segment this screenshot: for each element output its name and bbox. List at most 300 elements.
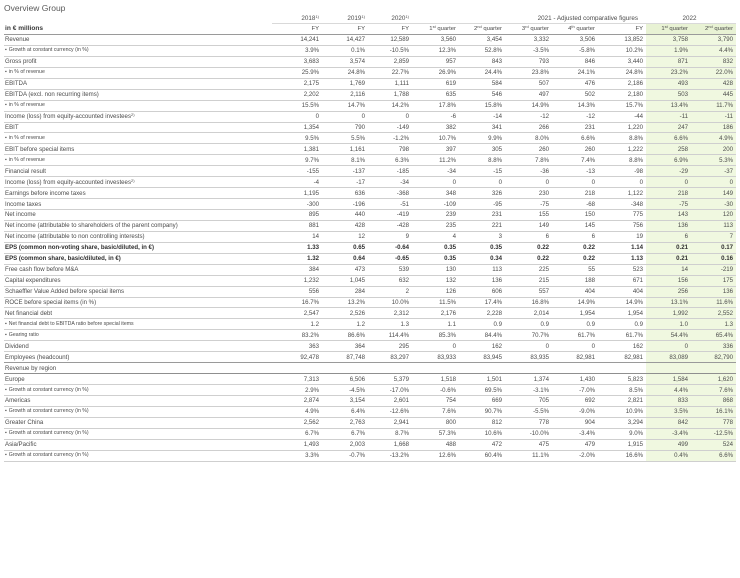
row-value-3: 0.35 <box>412 253 459 264</box>
row-value-3: -6 <box>412 111 459 122</box>
row-value-4 <box>459 363 505 374</box>
row-value-2: 539 <box>368 264 412 275</box>
row-value-7: 9.0% <box>598 428 646 439</box>
row-value-0: 1,493 <box>272 439 322 450</box>
row-value-7: 2,186 <box>598 78 646 89</box>
row-value-1: 1.2 <box>322 319 368 330</box>
row-value-4: 0.35 <box>459 242 505 253</box>
row-value-0: 895 <box>272 210 322 221</box>
row-value-4: 113 <box>459 264 505 275</box>
table-row <box>4 396 736 407</box>
row-label: Income (loss) from equity-accounted investees$^{2)}$ <box>4 111 272 122</box>
row-label: Greater China <box>4 417 272 428</box>
row-value-2: 1,788 <box>368 89 412 100</box>
period-header-6: 4th quarter <box>552 24 598 35</box>
row-value-8: 13.1% <box>646 297 691 308</box>
table-row <box>4 35 736 46</box>
row-value-6: 188 <box>552 275 598 286</box>
row-label: ▪ Growth at constant currency (in %) <box>4 45 272 56</box>
row-value-4: 3,454 <box>459 35 505 46</box>
table-row <box>4 199 736 210</box>
row-value-5: 0.9 <box>505 319 552 330</box>
row-value-9: 7.6% <box>691 385 736 396</box>
row-label: ▪ Net financial debt to EBITDA ratio before special items <box>4 319 272 330</box>
row-value-5: 155 <box>505 210 552 221</box>
row-value-3: 488 <box>412 439 459 450</box>
row-value-9 <box>691 363 736 374</box>
row-value-2: -12.6% <box>368 406 412 417</box>
row-value-4: 10.6% <box>459 428 505 439</box>
row-value-4: 584 <box>459 78 505 89</box>
row-value-4: 606 <box>459 286 505 297</box>
row-value-4: 69.5% <box>459 385 505 396</box>
row-value-0: 14,241 <box>272 35 322 46</box>
row-value-4: 326 <box>459 188 505 199</box>
row-value-5: 3,332 <box>505 35 552 46</box>
row-value-7: 19 <box>598 231 646 242</box>
row-value-8: -11 <box>646 111 691 122</box>
row-value-7: 1,122 <box>598 188 646 199</box>
table-row <box>4 67 736 78</box>
row-value-9: 524 <box>691 439 736 450</box>
row-value-9: 149 <box>691 188 736 199</box>
table-row <box>4 78 736 89</box>
row-value-9: 82,790 <box>691 352 736 363</box>
row-value-1: 1,045 <box>322 275 368 286</box>
row-value-6: -68 <box>552 199 598 210</box>
row-value-9: 11.7% <box>691 100 736 111</box>
row-value-8: 23.2% <box>646 67 691 78</box>
period-header-2: FY <box>368 24 412 35</box>
row-value-9: 136 <box>691 286 736 297</box>
row-value-7: 10.9% <box>598 406 646 417</box>
row-value-0: 9.5% <box>272 133 322 144</box>
row-value-3: 3,560 <box>412 35 459 46</box>
row-value-2: -368 <box>368 188 412 199</box>
row-value-9: 868 <box>691 396 736 407</box>
row-value-0: -4 <box>272 177 322 188</box>
row-value-7: 16.6% <box>598 450 646 461</box>
row-value-3: 85.3% <box>412 330 459 341</box>
table-row <box>4 144 736 155</box>
row-value-0: 6.7% <box>272 428 322 439</box>
row-value-6: 24.1% <box>552 67 598 78</box>
row-value-9: 120 <box>691 210 736 221</box>
row-value-0: 1,354 <box>272 122 322 133</box>
row-value-1: 473 <box>322 264 368 275</box>
row-value-0: 9.7% <box>272 155 322 166</box>
row-value-0: 0 <box>272 111 322 122</box>
row-value-4: 812 <box>459 417 505 428</box>
row-value-2: -185 <box>368 166 412 177</box>
table-row <box>4 308 736 319</box>
row-value-7: -98 <box>598 166 646 177</box>
row-value-4: 305 <box>459 144 505 155</box>
row-value-0: 15.5% <box>272 100 322 111</box>
row-value-6: 404 <box>552 286 598 297</box>
row-value-7: 5,823 <box>598 374 646 385</box>
row-value-0: 1,232 <box>272 275 322 286</box>
row-value-7: 1.13 <box>598 253 646 264</box>
row-value-6: 0 <box>552 177 598 188</box>
row-value-9: 1.3 <box>691 319 736 330</box>
row-value-8: -75 <box>646 199 691 210</box>
table-row <box>4 385 736 396</box>
row-value-2: -51 <box>368 199 412 210</box>
row-value-9: 445 <box>691 89 736 100</box>
table-row <box>4 319 736 330</box>
table-row <box>4 406 736 417</box>
table-row <box>4 450 736 461</box>
row-value-7: 404 <box>598 286 646 297</box>
row-value-8: 6 <box>646 231 691 242</box>
row-value-6: -12 <box>552 111 598 122</box>
row-value-3: 12.3% <box>412 45 459 56</box>
row-value-6: 14.3% <box>552 100 598 111</box>
row-value-8: 503 <box>646 89 691 100</box>
row-value-5: 230 <box>505 188 552 199</box>
row-value-0: 92,478 <box>272 352 322 363</box>
row-value-6: 82,981 <box>552 352 598 363</box>
row-label: ▪ in % of revenue <box>4 100 272 111</box>
row-value-7: 0 <box>598 177 646 188</box>
row-value-5: 8.0% <box>505 133 552 144</box>
period-header-5: 3rd quarter <box>505 24 552 35</box>
row-value-3: 382 <box>412 122 459 133</box>
row-value-3: 2,176 <box>412 308 459 319</box>
row-value-5: 0 <box>505 177 552 188</box>
row-label: ▪ Growth at constant currency (in %) <box>4 428 272 439</box>
row-label: ▪ Growth at constant currency (in %) <box>4 450 272 461</box>
row-value-7: 1,222 <box>598 144 646 155</box>
row-value-2: 114.4% <box>368 330 412 341</box>
row-value-6: 502 <box>552 89 598 100</box>
row-value-2: 1.3 <box>368 319 412 330</box>
row-value-9: -11 <box>691 111 736 122</box>
row-value-1: 3,574 <box>322 56 368 67</box>
row-value-2: 295 <box>368 341 412 352</box>
row-value-0 <box>272 363 322 374</box>
row-value-3: -109 <box>412 199 459 210</box>
table-body <box>4 14 736 461</box>
row-value-9: 3,790 <box>691 35 736 46</box>
row-label: Income (loss) from equity-accounted investees$^{2)}$ <box>4 177 272 188</box>
row-value-6: 7.4% <box>552 155 598 166</box>
row-value-7: 2,180 <box>598 89 646 100</box>
row-value-4: 24.4% <box>459 67 505 78</box>
row-value-6: 0.22 <box>552 242 598 253</box>
row-value-3: 957 <box>412 56 459 67</box>
row-value-9: 7 <box>691 231 736 242</box>
row-value-4: 3 <box>459 231 505 242</box>
header-row-years <box>4 14 736 24</box>
row-value-8: 493 <box>646 78 691 89</box>
row-label: Revenue <box>4 35 272 46</box>
row-value-9: 428 <box>691 78 736 89</box>
row-value-3: -34 <box>412 166 459 177</box>
row-value-9: 175 <box>691 275 736 286</box>
row-value-6: 61.7% <box>552 330 598 341</box>
row-value-6: -13 <box>552 166 598 177</box>
row-label: Earnings before income taxes <box>4 188 272 199</box>
row-value-2: 9 <box>368 231 412 242</box>
row-value-6: 3,506 <box>552 35 598 46</box>
row-label: Revenue by region <box>4 363 272 374</box>
row-value-8: 1.0 <box>646 319 691 330</box>
row-value-1: 14.7% <box>322 100 368 111</box>
row-value-1: 284 <box>322 286 368 297</box>
row-value-2: -13.2% <box>368 450 412 461</box>
row-value-4: -15 <box>459 166 505 177</box>
row-value-5: 793 <box>505 56 552 67</box>
row-label: EBIT <box>4 122 272 133</box>
row-value-2: -149 <box>368 122 412 133</box>
row-value-3: 239 <box>412 210 459 221</box>
row-value-1: 2,763 <box>322 417 368 428</box>
row-value-8: 247 <box>646 122 691 133</box>
row-value-6: 6.6% <box>552 133 598 144</box>
row-value-5 <box>505 363 552 374</box>
row-value-6: 145 <box>552 220 598 231</box>
row-value-0: 7,313 <box>272 374 322 385</box>
row-value-8: -3.4% <box>646 428 691 439</box>
row-value-9: 6.6% <box>691 450 736 461</box>
row-value-5: 6 <box>505 231 552 242</box>
table-row <box>4 155 736 166</box>
row-value-3: 11.5% <box>412 297 459 308</box>
row-label: Americas <box>4 396 272 407</box>
row-value-5: -5.5% <box>505 406 552 417</box>
row-value-4: 1,501 <box>459 374 505 385</box>
row-value-9: -12.5% <box>691 428 736 439</box>
row-value-8: 0.4% <box>646 450 691 461</box>
row-value-2: 2,859 <box>368 56 412 67</box>
row-value-3: 1.1 <box>412 319 459 330</box>
row-value-5: 215 <box>505 275 552 286</box>
row-value-1: 428 <box>322 220 368 231</box>
row-label: Net financial debt <box>4 308 272 319</box>
row-value-2: 6.3% <box>368 155 412 166</box>
row-value-1: 12 <box>322 231 368 242</box>
row-label: Gross profit <box>4 56 272 67</box>
row-value-7: 13,852 <box>598 35 646 46</box>
row-value-9: 2,552 <box>691 308 736 319</box>
row-value-8: 4.4% <box>646 385 691 396</box>
row-value-3: 1,518 <box>412 374 459 385</box>
row-value-8: 258 <box>646 144 691 155</box>
table-row <box>4 275 736 286</box>
row-value-4: -14 <box>459 111 505 122</box>
row-value-4: -95 <box>459 199 505 210</box>
row-value-9: 22.0% <box>691 67 736 78</box>
table-row <box>4 111 736 122</box>
row-value-5: 7.8% <box>505 155 552 166</box>
row-value-6: 904 <box>552 417 598 428</box>
row-value-6: 55 <box>552 264 598 275</box>
row-value-5: -3.1% <box>505 385 552 396</box>
row-value-7: 671 <box>598 275 646 286</box>
table-row <box>4 374 736 385</box>
row-value-6: -5.8% <box>552 45 598 56</box>
row-value-7: 3,440 <box>598 56 646 67</box>
row-value-0: 16.7% <box>272 297 322 308</box>
row-value-4: 90.7% <box>459 406 505 417</box>
row-value-8: 13.4% <box>646 100 691 111</box>
period-header-7: FY <box>598 24 646 35</box>
row-label: ▪ Growth at constant currency (in %) <box>4 406 272 417</box>
row-value-2: 2,601 <box>368 396 412 407</box>
row-value-1: 14,427 <box>322 35 368 46</box>
row-value-9: 65.4% <box>691 330 736 341</box>
row-value-4: 52.8% <box>459 45 505 56</box>
row-label: Free cash flow before M&A <box>4 264 272 275</box>
row-value-0: 1.32 <box>272 253 322 264</box>
row-value-0: 1.2 <box>272 319 322 330</box>
row-value-0: 2.9% <box>272 385 322 396</box>
row-value-1: -17 <box>322 177 368 188</box>
row-value-7: 775 <box>598 210 646 221</box>
row-value-8: 256 <box>646 286 691 297</box>
row-value-8: 3,758 <box>646 35 691 46</box>
row-value-9: 186 <box>691 122 736 133</box>
row-value-4: 843 <box>459 56 505 67</box>
table-row <box>4 242 736 253</box>
row-value-8: 499 <box>646 439 691 450</box>
row-value-8: 136 <box>646 220 691 231</box>
row-value-2: -34 <box>368 177 412 188</box>
row-value-0: 3,683 <box>272 56 322 67</box>
table-row <box>4 439 736 450</box>
row-value-6: 231 <box>552 122 598 133</box>
row-value-2: 8.7% <box>368 428 412 439</box>
row-value-2: 5,379 <box>368 374 412 385</box>
row-value-3: 0 <box>412 341 459 352</box>
row-value-5: -12 <box>505 111 552 122</box>
row-value-2: 14.2% <box>368 100 412 111</box>
row-value-5: 149 <box>505 220 552 231</box>
row-value-2: 798 <box>368 144 412 155</box>
row-value-8: 1,992 <box>646 308 691 319</box>
row-value-6: 476 <box>552 78 598 89</box>
row-label: ▪ in % of revenue <box>4 155 272 166</box>
year-2018-header: 2018$^{1)}$ <box>272 14 322 24</box>
row-value-6: 14.9% <box>552 297 598 308</box>
row-label: Asia/Pacific <box>4 439 272 450</box>
table-row <box>4 231 736 242</box>
row-value-5: 11.1% <box>505 450 552 461</box>
row-value-1: 790 <box>322 122 368 133</box>
row-value-3 <box>412 363 459 374</box>
period-header-8: 1st quarter <box>646 24 691 35</box>
row-value-1: -196 <box>322 199 368 210</box>
row-value-2: 12,589 <box>368 35 412 46</box>
row-value-7: 1,220 <box>598 122 646 133</box>
row-value-3: 12.6% <box>412 450 459 461</box>
row-value-8: 871 <box>646 56 691 67</box>
row-value-1: 440 <box>322 210 368 221</box>
row-value-5: 0.22 <box>505 253 552 264</box>
row-value-6: 0.22 <box>552 253 598 264</box>
row-value-2: 2,312 <box>368 308 412 319</box>
group-2022-header: 2022 <box>646 14 736 24</box>
row-label: EBIT before special items <box>4 144 272 155</box>
row-value-3: 83,933 <box>412 352 459 363</box>
row-value-7: -348 <box>598 199 646 210</box>
row-value-2 <box>368 363 412 374</box>
row-value-0: 1,195 <box>272 188 322 199</box>
row-value-3: 0.35 <box>412 242 459 253</box>
row-value-2: 2,941 <box>368 417 412 428</box>
row-value-1: 1,769 <box>322 78 368 89</box>
row-label: Employees (headcount) <box>4 352 272 363</box>
row-value-7: 24.8% <box>598 67 646 78</box>
row-value-6: -3.4% <box>552 428 598 439</box>
table-row <box>4 89 736 100</box>
row-label: EBITDA (excl. non recurring items) <box>4 89 272 100</box>
row-value-1: 1,161 <box>322 144 368 155</box>
row-value-9: 1,620 <box>691 374 736 385</box>
row-value-2: 0 <box>368 111 412 122</box>
row-label: Dividend <box>4 341 272 352</box>
row-value-8: 6.6% <box>646 133 691 144</box>
row-value-9: 778 <box>691 417 736 428</box>
row-value-7: 15.7% <box>598 100 646 111</box>
row-value-4: 8.8% <box>459 155 505 166</box>
table-row <box>4 297 736 308</box>
row-value-7: 8.8% <box>598 133 646 144</box>
row-label: Europe <box>4 374 272 385</box>
row-value-0: 3.9% <box>272 45 322 56</box>
period-header-4: 2nd quarter <box>459 24 505 35</box>
row-value-6: 6 <box>552 231 598 242</box>
row-value-0: 363 <box>272 341 322 352</box>
row-value-0: 2,202 <box>272 89 322 100</box>
row-value-3: 10.7% <box>412 133 459 144</box>
row-label: EPS (common share, basic/diluted, in €) <box>4 253 272 264</box>
row-value-7: 1,954 <box>598 308 646 319</box>
row-value-8: 14 <box>646 264 691 275</box>
row-value-2: -1.2% <box>368 133 412 144</box>
row-value-5: -75 <box>505 199 552 210</box>
row-value-1: 0.64 <box>322 253 368 264</box>
table-row <box>4 133 736 144</box>
row-label: Net income (attributable to non controlling interests) <box>4 231 272 242</box>
period-header-1: FY <box>322 24 368 35</box>
row-label: ▪ in % of revenue <box>4 133 272 144</box>
row-value-6: -7.0% <box>552 385 598 396</box>
row-value-2: -17.0% <box>368 385 412 396</box>
row-value-8 <box>646 363 691 374</box>
row-value-0: -300 <box>272 199 322 210</box>
row-label: Net income (attributable to shareholders of the parent company) <box>4 220 272 231</box>
row-value-5: -3.5% <box>505 45 552 56</box>
row-value-5: 507 <box>505 78 552 89</box>
table-row <box>4 286 736 297</box>
row-value-3: 0 <box>412 177 459 188</box>
row-value-6: 1,954 <box>552 308 598 319</box>
year-2020-header: 2020$^{1)}$ <box>368 14 412 24</box>
row-value-1: -0.7% <box>322 450 368 461</box>
row-value-4: 0.34 <box>459 253 505 264</box>
row-value-8: 0.21 <box>646 242 691 253</box>
row-value-5: 0.22 <box>505 242 552 253</box>
row-value-5: 705 <box>505 396 552 407</box>
row-value-6: 0 <box>552 341 598 352</box>
row-value-6: 260 <box>552 144 598 155</box>
row-value-8: 1.9% <box>646 45 691 56</box>
row-value-0: 14 <box>272 231 322 242</box>
row-value-5: 2,014 <box>505 308 552 319</box>
